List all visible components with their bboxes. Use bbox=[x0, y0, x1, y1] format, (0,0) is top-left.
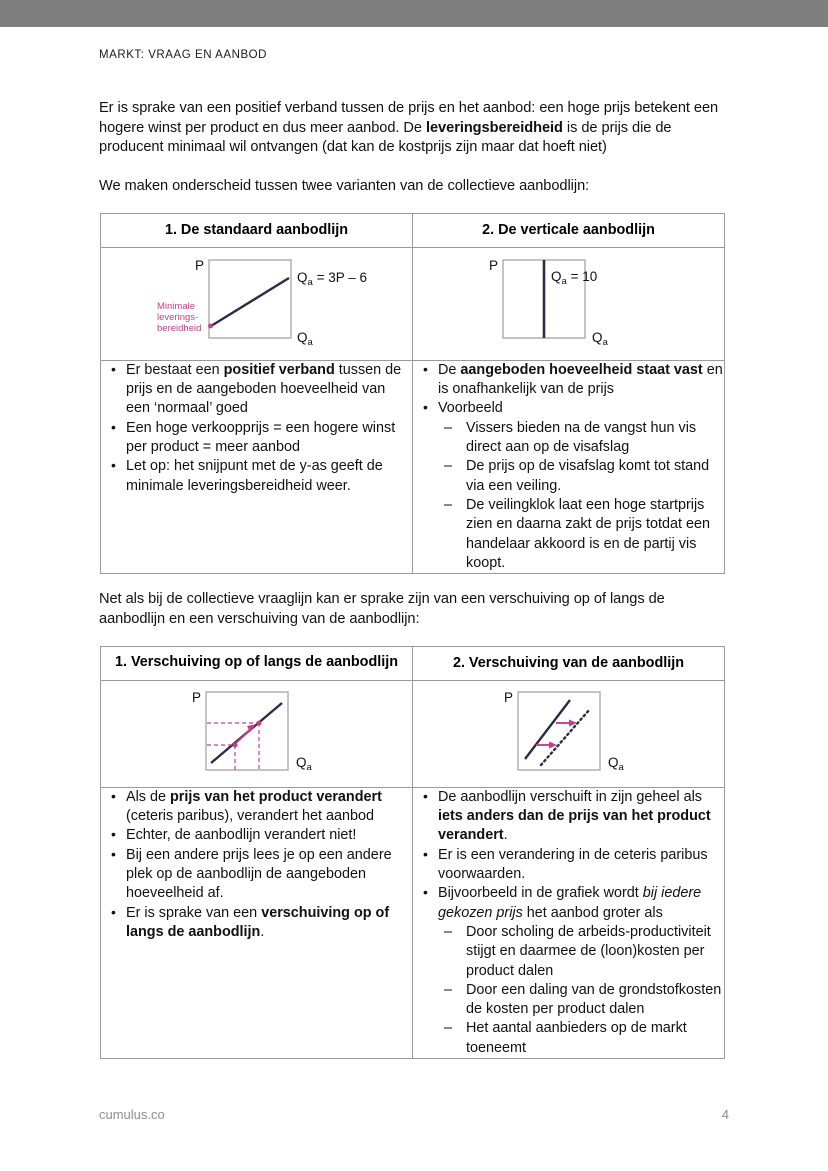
annotation-line-1: Minimale bbox=[157, 300, 196, 312]
list-item bbox=[413, 399, 724, 573]
axis-label-qa: $Q_a$ bbox=[296, 754, 312, 773]
list-item bbox=[413, 361, 724, 400]
page-footer bbox=[0, 1107, 828, 1147]
bullet-bold: aangeboden hoeveelheid staat vast bbox=[460, 361, 703, 378]
list-item bbox=[101, 904, 412, 943]
list-item bbox=[101, 457, 412, 496]
bullet-bold: positief verband bbox=[223, 361, 335, 378]
table-row-text bbox=[101, 360, 725, 573]
bullet-text-2: . bbox=[503, 827, 508, 844]
verticale-aanbodlijn-figure bbox=[413, 248, 724, 360]
bullet-text-2: . bbox=[260, 923, 265, 940]
table1-sublist-right bbox=[444, 419, 724, 573]
verschuiving-van-lijn-svg bbox=[498, 687, 718, 783]
annotation-line-2: leverings- bbox=[157, 311, 199, 323]
bullet-text-2: het aanbod groter als bbox=[522, 904, 663, 921]
sub-list-item: – De prijs op de visafslag komt tot stand via een veiling. bbox=[444, 457, 724, 496]
table1-bullets-left bbox=[101, 361, 412, 496]
bullet-text: Een hoge verkoopprijs = een hogere winst per product = meer aanbod bbox=[126, 419, 396, 456]
bullet-text: De bbox=[438, 361, 461, 378]
bullet-italic: bij iedere gekozen prijs bbox=[438, 885, 702, 921]
axis-label-qa: $Q_a$ bbox=[297, 329, 313, 348]
verschuiving-op-lijn-figure bbox=[101, 681, 412, 787]
table1-figure-cell-left bbox=[101, 247, 413, 360]
top-gray-bar bbox=[0, 0, 828, 27]
standaard-aanbodlijn-svg bbox=[149, 254, 404, 354]
bullet-text-2: tussen de prijs en de aangeboden hoeveelheid van een ‘normaal’ goed bbox=[126, 361, 402, 417]
table2-sublist-right bbox=[444, 923, 724, 1058]
shifted-supply-line bbox=[541, 709, 590, 765]
bullet-text: Voorbeeld bbox=[438, 400, 503, 417]
table2-header-left: 1. Verschuiving op of langs de aanbodlijn bbox=[114, 654, 399, 671]
aanbodlijn-varianten-table bbox=[100, 213, 725, 574]
table-row-headers bbox=[101, 214, 725, 248]
footer-site-name: cumulus.co bbox=[99, 1107, 165, 1122]
supply-line-equation: $Q_a = 10$ bbox=[551, 268, 598, 287]
figure-box bbox=[518, 692, 600, 770]
bullet-text: Er bestaat een bbox=[126, 361, 224, 378]
bullet-text: Er is een verandering in de ceteris paribus voorwaarden. bbox=[438, 846, 708, 883]
bullet-text-2: (ceteris paribus), verandert het aanbod bbox=[126, 808, 374, 825]
verschuiving-van-lijn-figure bbox=[413, 681, 724, 787]
standaard-aanbodlijn-figure bbox=[101, 248, 412, 360]
footer-page-number: 4 bbox=[721, 1107, 729, 1122]
table2-header-cell-right bbox=[413, 647, 725, 681]
table-row-headers bbox=[101, 647, 725, 681]
annotation-line-3: bereidheid bbox=[157, 322, 202, 334]
page-content bbox=[99, 27, 729, 1059]
intro-p1-bold-term: leveringsbereidheid bbox=[425, 119, 563, 136]
sub-list-item: – De veilingklok laat een hoge startprijs zien en daarna zakt de prijs totdat een handelaar akkoord is en de partij vis koopt. bbox=[444, 496, 724, 573]
intro-p1-text-a: Er is sprake van een positief verband tussen de prijs en het aanbod: een hoge prijs betekent een hogere winst per product en dus meer aanbod. De bbox=[99, 100, 719, 136]
list-item bbox=[101, 361, 412, 419]
bullet-bold: verschuiving op of langs de aanbodlijn bbox=[126, 904, 390, 940]
sub-list-item: – Door scholing de arbeids-productiviteit stijgt en daarmee de (loon)kosten per product dalen bbox=[444, 923, 724, 981]
verschuiving-op-lijn-svg bbox=[186, 687, 406, 783]
original-supply-line bbox=[525, 700, 570, 759]
verschuiving-table bbox=[100, 646, 725, 1059]
supply-line bbox=[211, 278, 289, 326]
bullet-text-2: en is onafhankelijk van de prijs bbox=[438, 361, 723, 398]
list-item bbox=[101, 419, 412, 458]
table1-text-cell-right bbox=[413, 360, 725, 573]
supply-line-equation: $Q_a = 3P - 6$ bbox=[297, 269, 367, 288]
intro-paragraph-1 bbox=[99, 99, 729, 158]
bullet-bold: prijs van het product verandert bbox=[170, 788, 382, 805]
bullet-text: Er is sprake van een bbox=[126, 904, 262, 921]
sub-list-item: – Vissers bieden na de vangst hun vis direct aan op de visafslag bbox=[444, 419, 724, 458]
table2-figure-cell-left bbox=[101, 680, 413, 787]
list-item bbox=[413, 788, 724, 846]
bullet-text: Let op: het snijpunt met de y-as geeft de minimale leveringsbereidheid weer. bbox=[126, 458, 383, 494]
list-item bbox=[413, 846, 724, 885]
verticale-aanbodlijn-svg bbox=[471, 254, 716, 354]
bullet-bold: iets anders dan de prijs van het product verandert bbox=[438, 808, 711, 844]
table1-header-left: 1. De standaard aanbodlijn bbox=[164, 222, 349, 239]
table2-text-cell-right bbox=[413, 787, 725, 1058]
bullet-text: De aanbodlijn verschuift in zijn geheel als bbox=[438, 788, 702, 805]
bullet-text: Als de bbox=[126, 788, 170, 805]
figure-box bbox=[209, 260, 291, 338]
table-row-figures bbox=[101, 680, 725, 787]
footer-inner bbox=[99, 1107, 729, 1122]
table1-text-cell-left bbox=[101, 360, 413, 573]
axis-label-qa: $Q_a$ bbox=[608, 754, 624, 773]
list-item bbox=[101, 846, 412, 904]
table1-bullets-right bbox=[413, 361, 724, 573]
point-high bbox=[257, 720, 262, 725]
axis-label-p: P bbox=[195, 257, 205, 273]
table-row-figures bbox=[101, 247, 725, 360]
axis-label-p: P bbox=[192, 689, 202, 705]
axis-label-qa: $Q_a$ bbox=[592, 329, 608, 348]
intercept-point bbox=[208, 323, 213, 328]
table1-header-cell-left bbox=[101, 214, 413, 248]
intro-paragraph-2: We maken onderscheid tussen twee varianten van de collectieve aanbodlijn: bbox=[99, 177, 590, 194]
axis-label-p: P bbox=[489, 257, 499, 273]
axis-label-p: P bbox=[504, 689, 514, 705]
bullet-text: Bij een andere prijs lees je op een andere plek op de aanbodlijn de aangeboden hoeveelheid af. bbox=[126, 846, 392, 902]
table-row-text bbox=[101, 787, 725, 1058]
sub-list-item: – Het aantal aanbieders op de markt toeneemt bbox=[444, 1019, 724, 1058]
mid-paragraph: Net als bij de collectieve vraaglijn kan er sprake zijn van een verschuiving op of langs de aanbodlijn en een verschuiving van de aanbodlijn: bbox=[99, 591, 665, 627]
table1-header-right: 2. De verticale aanbodlijn bbox=[482, 222, 655, 239]
table2-header-cell-left bbox=[101, 647, 413, 681]
table2-bullets-right bbox=[413, 788, 724, 1058]
intro-p1-text-b: is de prijs die de producent minimaal wil ontvangen (dat kan de kostprijs zijn maar dat hoeft niet) bbox=[99, 119, 672, 156]
table2-figure-cell-right bbox=[413, 680, 725, 787]
list-item bbox=[101, 826, 412, 845]
bullet-text: Bijvoorbeeld in de grafiek wordt bbox=[438, 885, 643, 902]
list-item bbox=[101, 788, 412, 827]
table2-header-right: 2. Verschuiving van de aanbodlijn bbox=[452, 655, 685, 672]
shift-arrow-lower-head bbox=[549, 741, 557, 748]
table1-header-cell-right bbox=[413, 214, 725, 248]
bullet-text: Echter, de aanbodlijn verandert niet! bbox=[126, 827, 357, 844]
sub-list-item: – Door een daling van de grondstofkosten de kosten per product dalen bbox=[444, 981, 724, 1020]
table2-bullets-left bbox=[101, 788, 412, 942]
spacer bbox=[99, 574, 729, 590]
table1-figure-cell-right bbox=[413, 247, 725, 360]
document-header: MARKT: VRAAG EN AANBOD bbox=[99, 49, 268, 61]
table2-text-cell-left bbox=[101, 787, 413, 1058]
document-page bbox=[0, 27, 828, 1122]
list-item bbox=[413, 884, 724, 1058]
